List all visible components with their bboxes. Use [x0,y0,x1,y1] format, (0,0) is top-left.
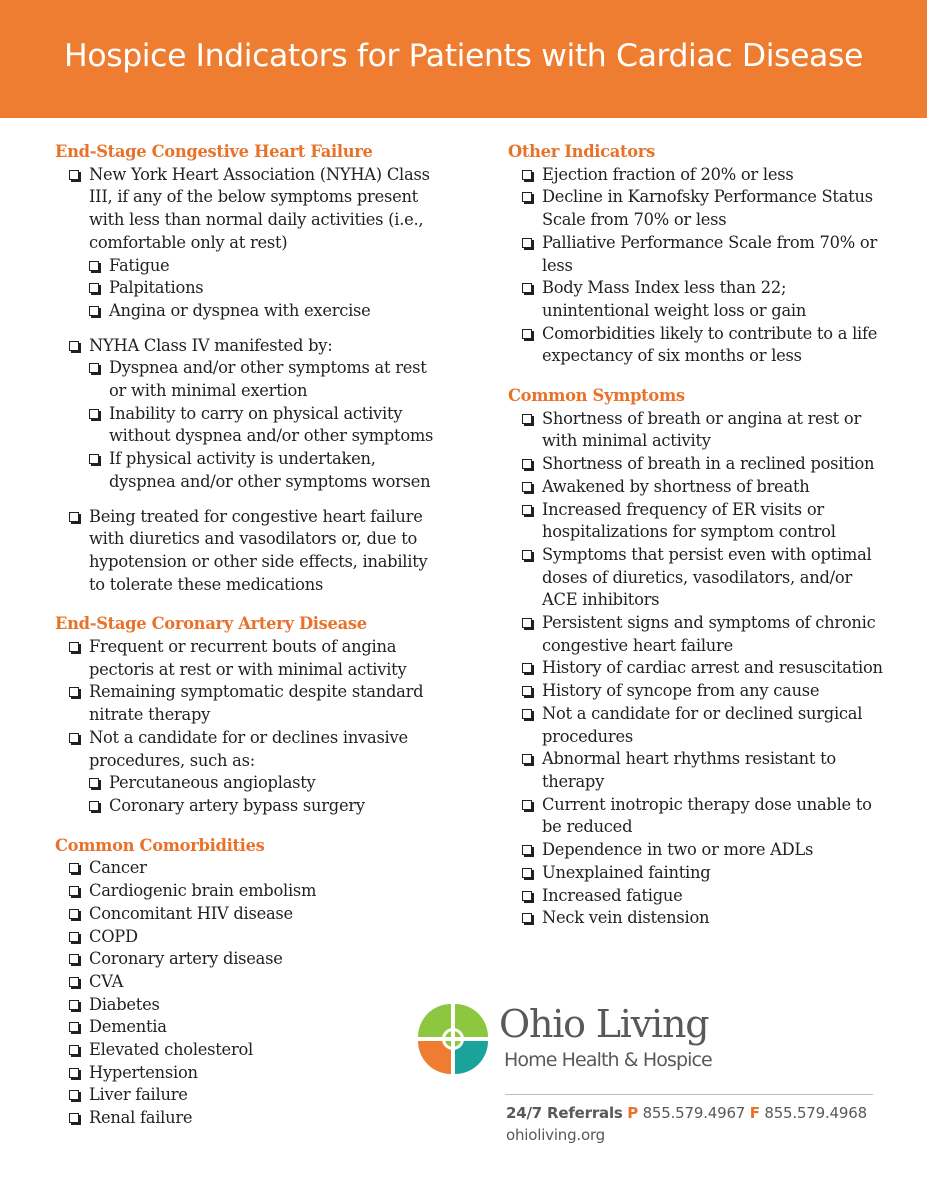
item-text: Diabetes [89,994,160,1014]
phone-label: P [627,1104,638,1122]
fax-number: 855.579.4968 [764,1104,867,1122]
checkbox-icon[interactable] [69,886,79,896]
checkbox-icon[interactable] [522,170,532,180]
checklist-item [69,506,440,597]
item-text: New York Heart Association (NYHA) Class III, if any of the below symptoms present with less than normal daily activities (i.e., comfortable only at rest) [89,164,430,252]
item-text: If physical activity is undertaken, dyspnea and/or other symptoms worsen [109,449,431,491]
checklist-item [522,323,883,368]
section-heading: End-Stage Coronary Artery Disease [55,614,367,634]
item-text: Fatigue [109,255,170,275]
checklist [508,408,883,930]
checkbox-icon[interactable] [522,459,532,469]
checklist-item [522,657,883,680]
checkbox-icon[interactable] [69,909,79,919]
sub-checklist-item [89,357,440,402]
item-text: Dyspnea and/or other symptoms at rest or with minimal exertion [109,358,427,401]
checkbox-icon[interactable] [69,1090,79,1100]
checklist-item [69,681,440,726]
item-text: Dependence in two or more ADLs [542,840,814,860]
title-banner [0,0,927,118]
checkbox-icon[interactable] [522,329,532,339]
item-text: Neck vein distension [542,908,710,928]
sub-checklist [89,772,440,817]
checklist-item [522,476,883,499]
item-text: Renal failure [89,1108,193,1128]
checklist-item [522,186,883,231]
checkbox-icon[interactable] [69,341,79,351]
section-heading: Other Indicators [508,142,655,161]
item-text: Abnormal heart rhythms resistant to therapy [542,749,836,791]
section [55,835,440,1130]
checklist-item [69,1107,440,1130]
checklist [55,857,440,1129]
checklist-item [522,408,883,453]
checklist-item [522,748,883,793]
item-text: Inability to carry on physical activity without dyspnea and/or other symptoms [109,403,434,446]
checkbox-icon[interactable] [69,977,79,987]
checkbox-icon[interactable] [89,363,99,373]
checklist [508,164,883,368]
left-column [55,141,440,1147]
checkbox-icon[interactable] [522,686,532,696]
checkbox-icon[interactable] [89,409,99,419]
checkbox-icon[interactable] [522,800,532,810]
referrals-label: 24/7 Referrals [506,1104,623,1122]
phone-number[interactable]: 855.579.4967 [642,1104,746,1122]
item-text: Frequent or recurrent bouts of angina pectoris at rest or with minimal activity [89,637,407,679]
item-text: Increased frequency of ER visits or hospitalizations for symptom control [542,499,836,542]
ohio-living-logo [416,1000,736,1080]
checklist-item [69,994,440,1017]
footer-divider [505,1094,873,1095]
item-text: Percutaneous angioplasty [109,773,316,793]
checkbox-icon[interactable] [522,192,532,202]
checklist-item [522,907,883,930]
checkbox-icon[interactable] [69,1000,79,1010]
checkbox-icon[interactable] [89,801,99,811]
item-text: Liver failure [89,1085,188,1105]
checkbox-icon[interactable] [89,454,99,464]
checkbox-icon[interactable] [69,932,79,942]
item-text: Concomitant HIV disease [89,903,293,923]
checkbox-icon[interactable] [89,283,99,293]
item-text: Ejection fraction of 20% or less [542,164,794,184]
item-text: History of cardiac arrest and resuscitation [542,658,883,678]
item-text: Awakened by shortness of breath [542,476,810,496]
section-heading: End-Stage Congestive Heart Failure [55,142,373,161]
section [508,385,883,930]
item-text: Dementia [89,1017,167,1037]
sub-checklist-item [89,277,440,300]
item-text: History of syncope from any cause [542,681,820,701]
item-text: Cancer [89,858,147,878]
sub-checklist [89,357,440,493]
checkbox-icon[interactable] [69,642,79,652]
item-text: NYHA Class IV manifested by: [89,335,333,355]
checkbox-icon[interactable] [522,618,532,628]
sub-checklist-item [89,300,440,323]
checklist-item [69,335,440,494]
item-text: CVA [89,971,124,991]
item-text: Cardiogenic brain embolism [89,881,317,901]
item-text: Elevated cholesterol [89,1040,253,1060]
checklist-item [69,164,440,323]
checkbox-icon[interactable] [522,505,532,515]
checkbox-icon[interactable] [69,512,79,522]
fax-label: F [749,1104,760,1122]
item-text: Symptoms that persist even with optimal doses of diuretics, vasodilators, and/or ACE inhibitors [542,544,872,610]
checkbox-icon[interactable] [69,687,79,697]
checklist-item [522,612,883,657]
checklist-item [69,1039,440,1062]
page-title: Hospice Indicators for Patients with Cardiac Disease [64,38,863,74]
checklist-item [69,727,440,818]
checklist-item [69,926,440,949]
checklist-item [69,948,440,971]
item-text: Palliative Performance Scale from 70% or less [542,232,877,275]
checkbox-icon[interactable] [522,845,532,855]
checklist-item [522,794,883,839]
item-text: Not a candidate for or declined surgical procedures [542,703,863,746]
item-text: Not a candidate for or declines invasive procedures, such as: [89,727,408,770]
checklist-item [522,453,883,476]
checkbox-icon[interactable] [522,891,532,901]
item-text: Coronary artery bypass surgery [109,795,365,815]
item-text: Palpitations [109,278,204,298]
item-text: Shortness of breath in a reclined position [542,454,875,474]
checkbox-icon[interactable] [89,778,99,788]
checkbox-icon[interactable] [69,1068,79,1078]
checkbox-icon[interactable] [69,1022,79,1032]
checkbox-icon[interactable] [69,1113,79,1123]
checklist-item [522,885,883,908]
checkbox-icon[interactable] [522,550,532,560]
section [55,613,440,817]
section [508,141,883,368]
logo-name: Ohio Living [499,1002,709,1046]
checklist-item [69,971,440,994]
item-text: Comorbidities likely to contribute to a life expectancy of six months or less [542,323,878,366]
item-text: Current inotropic therapy dose unable to be reduced [542,794,872,837]
checklist-item [69,636,440,681]
checkbox-icon[interactable] [89,261,99,271]
item-text: Increased fatigue [542,885,683,905]
checklist-item [69,1016,440,1039]
checklist-item [522,839,883,862]
checkbox-icon[interactable] [522,482,532,492]
item-text: Persistent signs and symptoms of chronic congestive heart failure [542,613,876,655]
referral-line [506,1104,867,1122]
checklist-item [522,499,883,544]
logo-mark-icon [416,1002,490,1076]
checklist-item [522,862,883,885]
checklist-item [522,164,883,187]
sub-checklist-item [89,255,440,278]
checkbox-icon[interactable] [522,663,532,673]
checklist-item [69,1062,440,1085]
item-text: Shortness of breath or angina at rest or with minimal activity [542,408,861,451]
checkbox-icon[interactable] [69,863,79,873]
sub-checklist-item [89,448,440,493]
checkbox-icon[interactable] [89,306,99,316]
checkbox-icon[interactable] [69,954,79,964]
footer [506,1104,867,1144]
checklist [55,164,440,597]
website-link[interactable]: ohioliving.org [506,1126,606,1144]
checkbox-icon[interactable] [522,414,532,424]
item-text: Unexplained fainting [542,862,711,882]
checkbox-icon[interactable] [69,733,79,743]
section-heading: Common Comorbidities [55,835,265,855]
checkbox-icon[interactable] [69,1045,79,1055]
checklist-item [522,703,883,748]
sub-checklist-item [89,403,440,448]
item-text: Being treated for congestive heart failure with diuretics and vasodilators or, due to hypotension or other side effects, inability to tolerate these medications [89,506,428,594]
checkbox-icon[interactable] [522,868,532,878]
checklist-item [69,857,440,880]
sub-checklist-item [89,772,440,795]
checklist-item [522,232,883,277]
checkbox-icon[interactable] [522,283,532,293]
checkbox-icon[interactable] [522,754,532,764]
checklist-item [522,277,883,322]
checklist [55,636,440,818]
item-text: Body Mass Index less than 22; unintentional weight loss or gain [542,278,807,320]
item-text: COPD [89,926,138,946]
section [55,141,440,596]
checklist-item [522,544,883,612]
item-text: Hypertension [89,1062,198,1082]
checklist-item [69,903,440,926]
section-heading: Common Symptoms [508,386,685,406]
item-text: Angina or dyspnea with exercise [109,300,371,320]
item-text: Decline in Karnofsky Performance Status Scale from 70% or less [542,187,873,230]
right-column [508,141,883,947]
sub-checklist-item [89,795,440,818]
item-text: Coronary artery disease [89,949,283,969]
logo-subtitle: Home Health & Hospice [504,1049,712,1071]
checklist-item [522,680,883,703]
checklist-item [69,880,440,903]
checkbox-icon[interactable] [522,913,532,923]
checklist-item [69,1084,440,1107]
sub-checklist [89,255,440,323]
checkbox-icon[interactable] [69,170,79,180]
item-text: Remaining symptomatic despite standard nitrate therapy [89,682,424,725]
checkbox-icon[interactable] [522,238,532,248]
checkbox-icon[interactable] [522,709,532,719]
